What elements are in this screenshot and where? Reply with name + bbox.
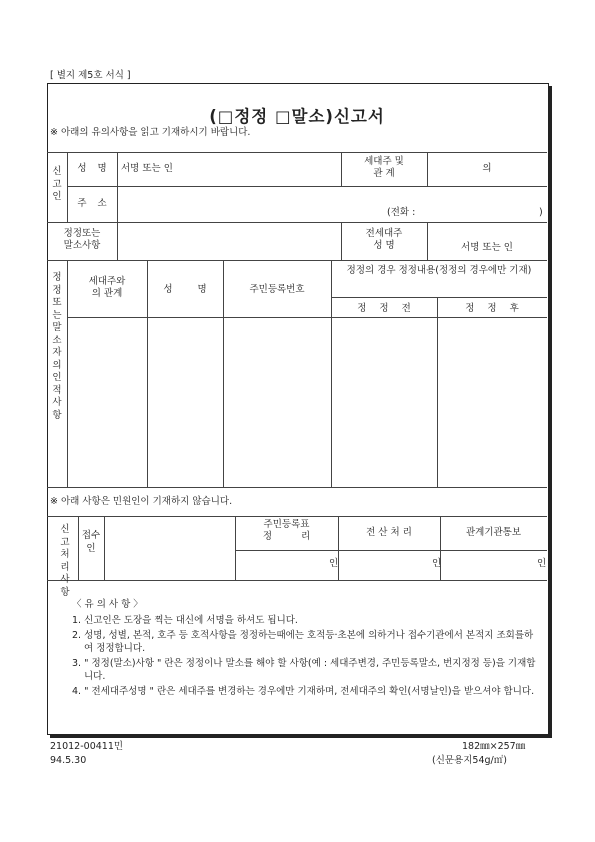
after-cell[interactable] (438, 318, 546, 486)
notes-list (72, 614, 537, 698)
col-after-header: 정 정 후 (465, 303, 519, 314)
id-number-cell[interactable] (224, 318, 330, 486)
note-item: 4. " 전세대주성명 " 란은 세대주를 변경하는 경우에만 기재하며, 전세대주의 확인(서명날인)을 받으셔야 합니다. (72, 685, 535, 697)
note-item: 3. " 정정(말소)사항 " 란은 정정이나 말소를 해야 할 사항(예 : 세대주변경, 주민등록말소, 번지정정 등)을 기재합니다. (72, 657, 536, 682)
prev-head-signature-field[interactable]: 서명 또는 인 (461, 242, 513, 253)
col-name-header: 성 명 (163, 284, 207, 295)
details-side-label: 정정또는말소자의인적사항 (52, 272, 62, 421)
col-id-header: 주민등록번호 (249, 284, 305, 295)
correction-items-field[interactable] (118, 223, 340, 259)
relation-field[interactable]: 의 (482, 163, 492, 174)
instruction-text: ※ 아래의 유의사항을 읽고 기재하시기 바랍니다. (50, 127, 251, 138)
paper-type: (신문용지54g/㎡) (432, 755, 507, 766)
notes-heading: 〈 유 의 사 항 〉 (72, 599, 143, 610)
col-before-header: 정 정 전 (357, 303, 411, 314)
col-notify-header: 관계기관통보 (465, 527, 522, 538)
col-correction-header: 정정의 경우 정정내용(정정의 경우에만 기재) (346, 265, 532, 276)
name-signature-field[interactable]: 서명 또는 인 (121, 163, 173, 174)
prev-head-label: 전세대주 성 명 (365, 228, 403, 251)
relation-label: 세대주 및 관 계 (364, 156, 404, 179)
name-cell[interactable] (148, 318, 222, 486)
seal-mark: 인 (329, 558, 339, 569)
office-notice: ※ 아래 사항은 민원인이 기재하지 않습니다. (50, 496, 233, 507)
note-item: 1. 신고인은 도장을 찍는 대신에 서명을 하셔도 됩니다. (72, 615, 298, 626)
address-label: 주 소 (77, 198, 107, 209)
address-field[interactable] (118, 187, 546, 221)
note-item: 2. 성명, 성별, 본적, 호주 등 호적사항을 정정하는때에는 호적등·초본에 의하거나 접수기관에서 본적지 조회를하여 정정합니다. (72, 629, 534, 654)
correction-items-label: 정정또는 말소사항 (63, 228, 101, 251)
receiver-label: 접수인 (81, 530, 101, 554)
form-label: [ 별지 제5호 서식 ] (50, 70, 131, 81)
form-date: 94.5.30 (50, 755, 87, 766)
form-code: 21012-00411민 (50, 741, 124, 752)
seal-mark: 인 (537, 558, 547, 569)
relation-cell[interactable] (68, 318, 146, 486)
phone-close: ) (539, 207, 543, 218)
reporter-group-label: 신고인 (52, 166, 62, 202)
processing-side-label: 신고처리사항 (60, 524, 70, 598)
col-computer-header: 전 산 처 리 (366, 527, 412, 538)
phone-label: (전화 : (387, 207, 416, 218)
before-cell[interactable] (332, 318, 436, 486)
name-label: 성 명 (77, 163, 107, 174)
seal-mark: 인 (432, 558, 442, 569)
col-resident-header: 주민등록표 정 리 (262, 519, 311, 542)
page-title: (□정정 □말소)신고서 (209, 107, 385, 126)
col-relation-header: 세대주와 의 관계 (88, 276, 126, 299)
paper-size: 182㎜×257㎜ (462, 741, 526, 752)
